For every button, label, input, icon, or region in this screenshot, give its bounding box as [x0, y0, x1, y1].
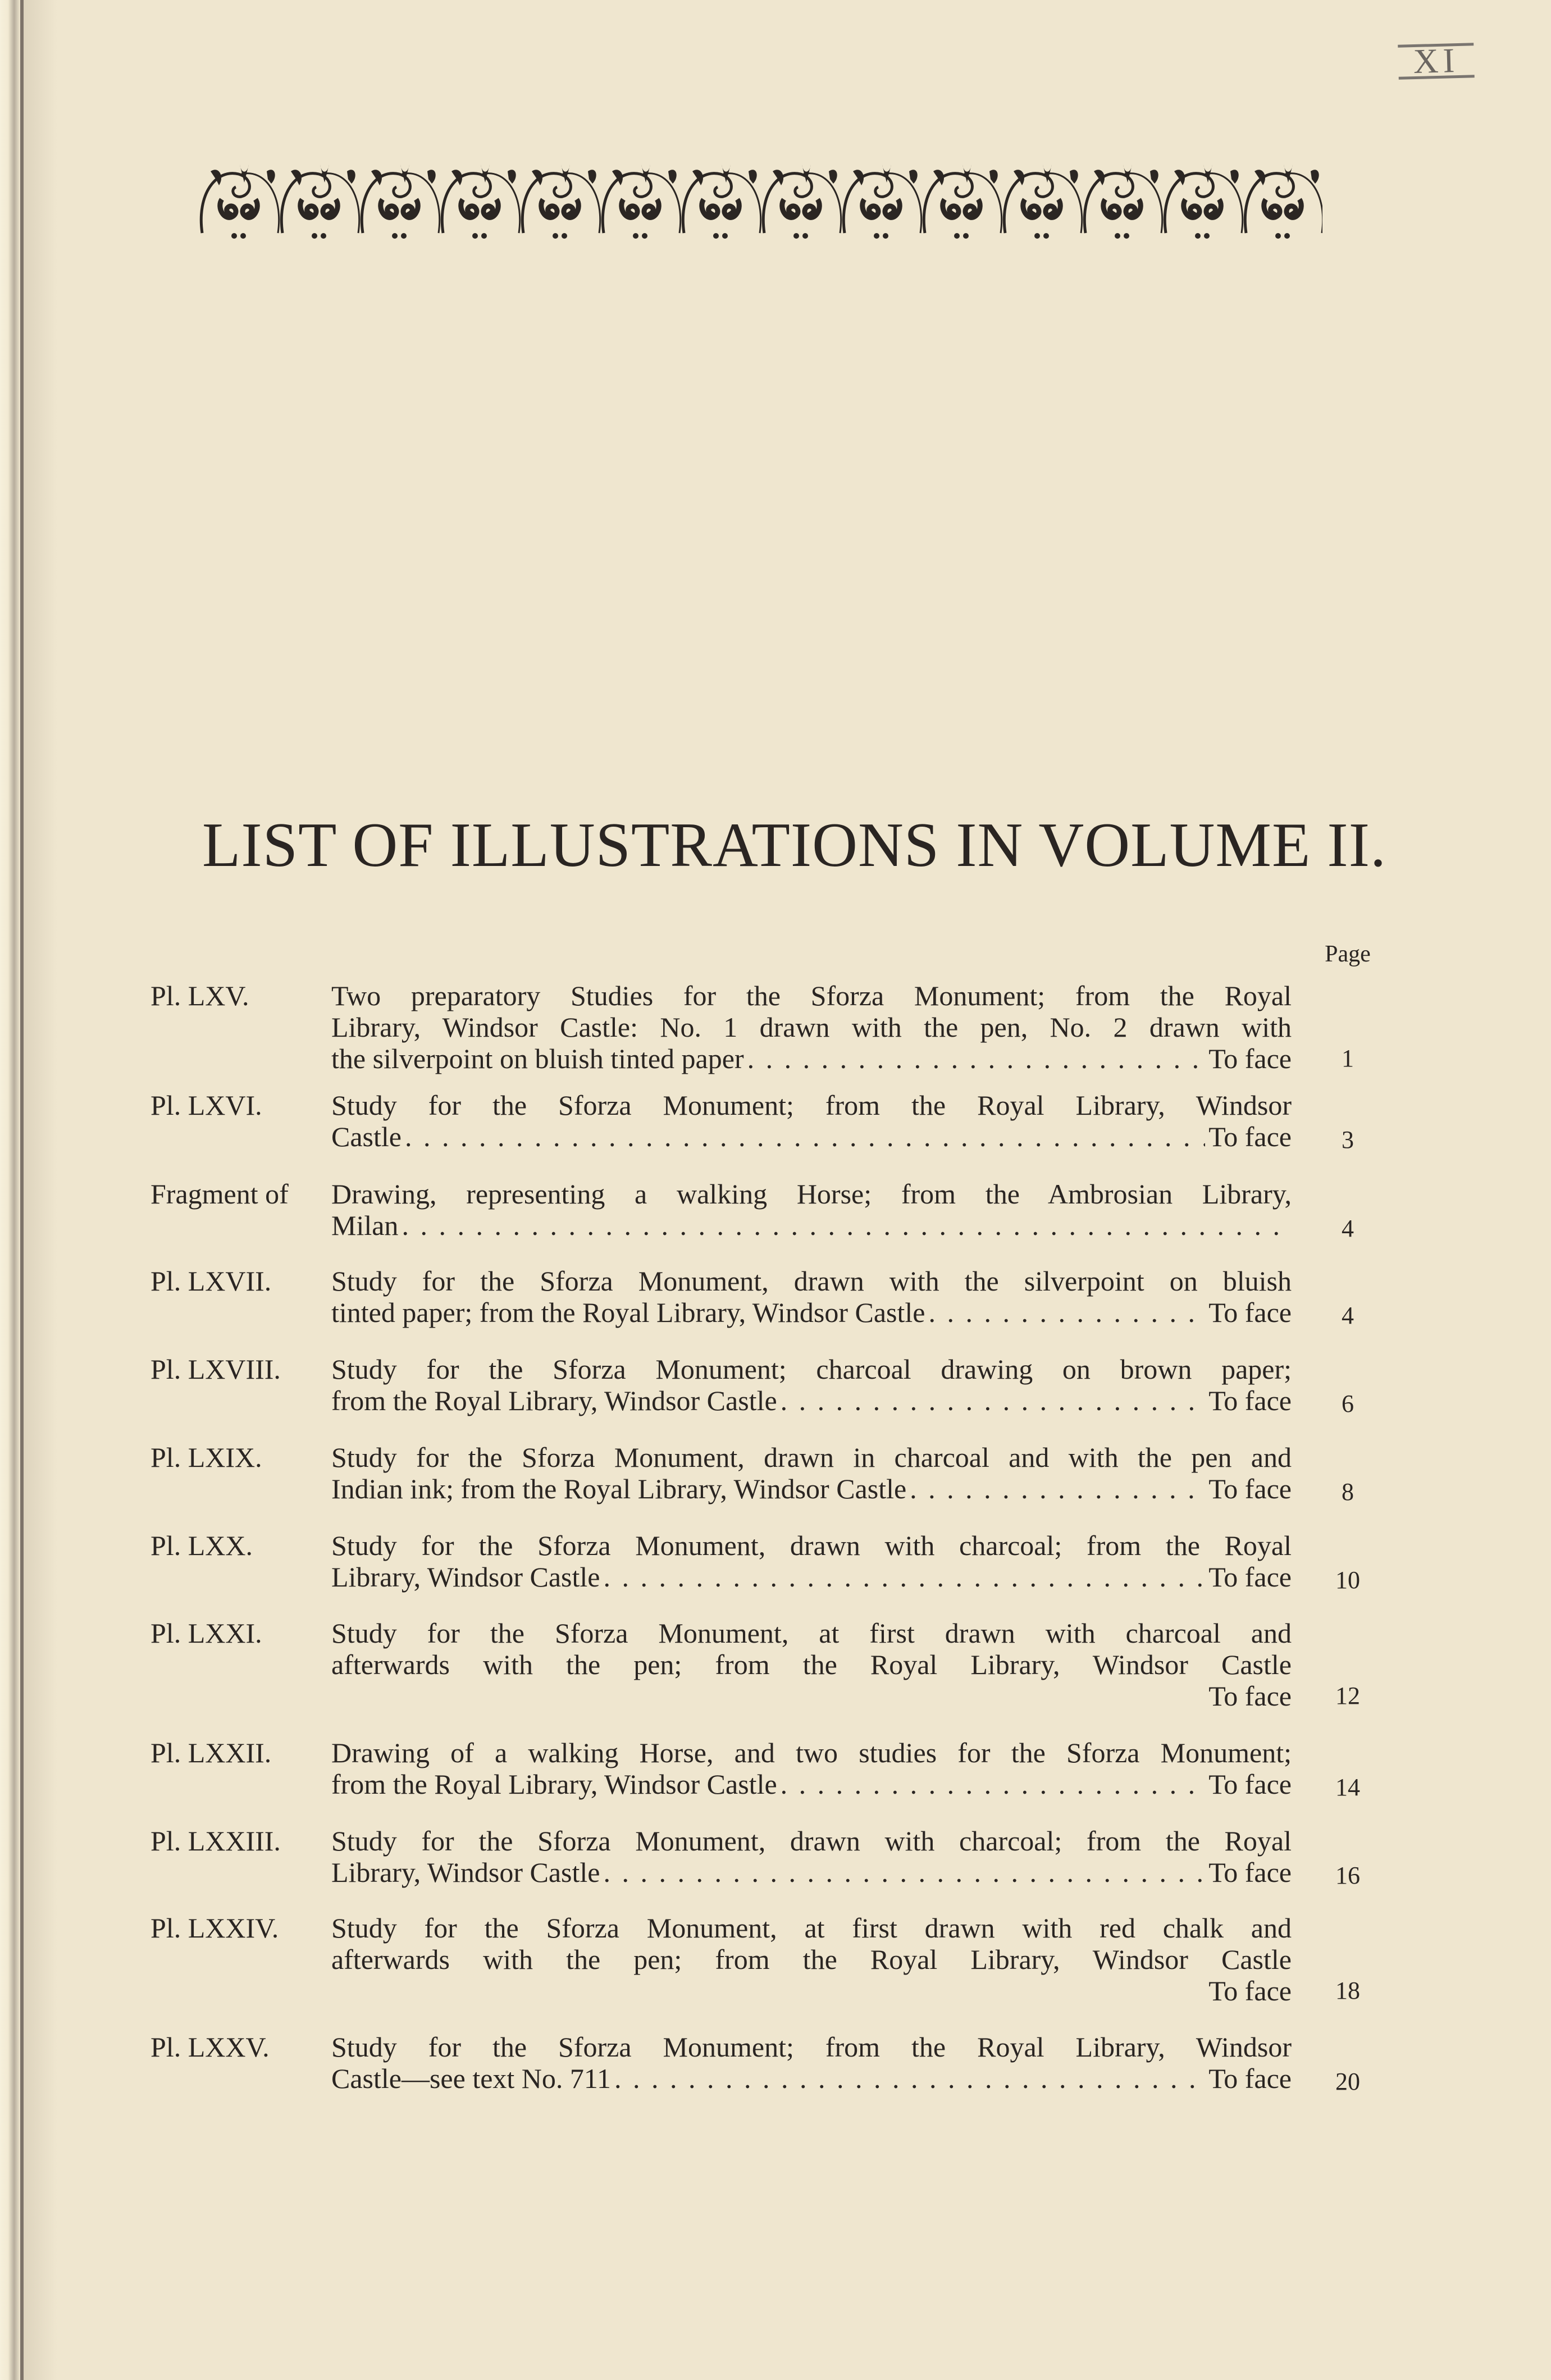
plate-label: Pl. LXVIII. — [150, 1353, 281, 1385]
page-number: 20 — [1335, 2068, 1360, 2095]
entry-description: Study for the Sforza Monument; from the Royal Library, Windsor Castle . . . To face — [331, 1089, 1292, 1152]
locator: To face — [1208, 1297, 1292, 1328]
entry-description: Study for the Sforza Monument, drawn with charcoal; from the Royal Library, Windsor Castle . . . To face — [331, 1825, 1292, 1888]
entry-description: Study for the Sforza Monument, at first drawn with red chalk and afterwards with the pen; from the Royal Library, Windsor Castle To face — [331, 1912, 1292, 2007]
page-title: LIST OF ILLUSTRATIONS IN VOLUME II. — [202, 810, 1387, 880]
locator: To face — [1208, 1385, 1292, 1416]
locator: To face — [1208, 1473, 1292, 1504]
locator: To face — [1208, 1561, 1292, 1593]
locator: To face — [1208, 1768, 1292, 1800]
entry-description: Drawing, representing a walking Horse; from the Ambrosian Library, Milan . . . — [331, 1178, 1292, 1241]
entry-description: Study for the Sforza Monument, drawn with the silverpoint on bluish tinted paper; from the Royal Library, Windsor Castle . . . To face — [331, 1265, 1292, 1328]
leader-dots — [910, 1473, 1205, 1504]
page-number: 18 — [1335, 1977, 1360, 2004]
leader-dots — [747, 1043, 1206, 1074]
page-number: 1 — [1342, 1045, 1354, 1072]
plate-label: Pl. LXXIV. — [150, 1912, 279, 1944]
locator: To face — [1208, 1975, 1292, 2007]
plate-label: Pl. LXV. — [150, 980, 249, 1011]
plate-label: Pl. LXVII. — [150, 1265, 272, 1297]
locator: To face — [1208, 2063, 1292, 2094]
entry-description: Study for the Sforza Monument, at first drawn with charcoal and afterwards with the pen; from the Royal Library, Windsor Castle To face — [331, 1617, 1292, 1712]
locator: To face — [1208, 1043, 1292, 1074]
page-number: 6 — [1342, 1390, 1354, 1417]
page-number: 4 — [1342, 1302, 1354, 1329]
locator: To face — [1208, 1680, 1292, 1712]
entry-description: Study for the Sforza Monument; charcoal drawing on brown paper; from the Royal Library, Windsor Castle . . . To face — [331, 1353, 1292, 1416]
leader-dots — [781, 1385, 1206, 1416]
page-number: 10 — [1335, 1566, 1360, 1594]
plate-label: Pl. LXXI. — [150, 1617, 262, 1649]
plate-label: Pl. LXXIII. — [150, 1825, 281, 1857]
plate-label: Pl. LXX. — [150, 1530, 253, 1561]
plate-label: Pl. LXVI. — [150, 1089, 262, 1121]
entry-description: Two preparatory Studies for the Sforza Monument; from the Royal Library, Windsor Castle: No. 1 drawn with the pen, No. 2 drawn with the silverpoint on bluish tinted paper . . . To face — [331, 980, 1292, 1074]
entry-description: Drawing of a walking Horse, and two studies for the Sforza Monument; from the Royal Library, Windsor Castle . . . To face — [331, 1737, 1292, 1800]
page-number: 14 — [1335, 1773, 1360, 1801]
leader-dots — [405, 1121, 1205, 1152]
folio-number: XI — [1398, 43, 1475, 80]
decorative-scroll-ornament-icon — [199, 160, 1322, 244]
entry-description: Study for the Sforza Monument, drawn in charcoal and with the pen and Indian ink; from the Royal Library, Windsor Castle . . . To face — [331, 1442, 1292, 1504]
plate-label: Pl. LXIX. — [150, 1442, 262, 1473]
leader-dots — [781, 1768, 1206, 1800]
plate-label: Fragment of — [150, 1178, 289, 1210]
page-column-header: Page — [1325, 941, 1371, 967]
plate-label: Pl. LXXV. — [150, 2031, 270, 2063]
binding-shadow — [24, 0, 57, 2380]
page-number: 8 — [1342, 1478, 1354, 1506]
leader-dots — [928, 1297, 1205, 1328]
leader-dots — [614, 2063, 1205, 2094]
page-number: 12 — [1335, 1682, 1360, 1709]
leader-dots — [402, 1210, 1288, 1241]
plate-label: Pl. LXXII. — [150, 1737, 272, 1768]
entry-description: Study for the Sforza Monument; from the Royal Library, Windsor Castle—see text No. 711 . . . To face — [331, 2031, 1292, 2094]
page-number: 16 — [1335, 1862, 1360, 1889]
locator: To face — [1208, 1857, 1292, 1888]
leader-dots — [603, 1857, 1205, 1888]
locator: To face — [1208, 1121, 1292, 1152]
leader-dots — [603, 1561, 1205, 1593]
page-number: 4 — [1342, 1215, 1354, 1242]
binding-gutter — [0, 0, 20, 2380]
entry-description: Study for the Sforza Monument, drawn with charcoal; from the Royal Library, Windsor Castle . . . To face — [331, 1530, 1292, 1593]
page-number: 3 — [1342, 1126, 1354, 1153]
